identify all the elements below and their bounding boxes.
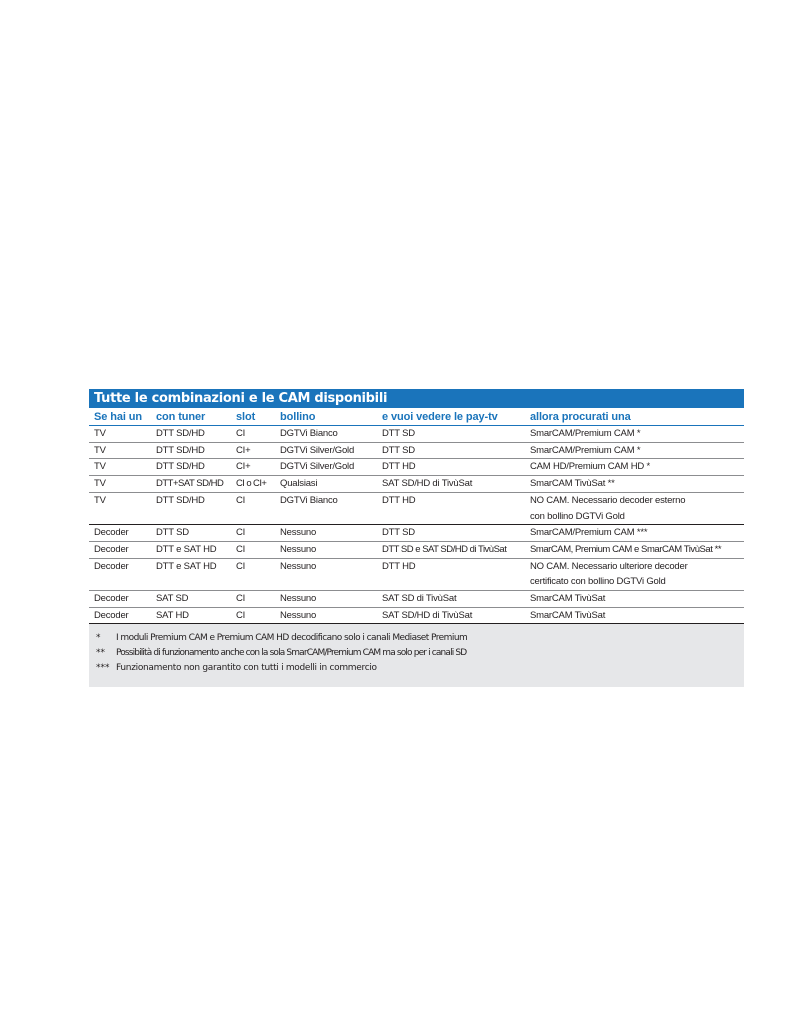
cell-slot: CI+ — [236, 444, 251, 456]
cell-cam — [525, 541, 744, 558]
footnote-text: Possibilità di funzionamento anche con la sola SmarCAM/Premium CAM ma solo per i canali SD — [116, 648, 467, 659]
cell-bollino: Nessuno — [280, 560, 317, 572]
cell-tuner: DTT SD/HD — [156, 461, 205, 473]
table-row — [89, 426, 744, 443]
cell-cam — [525, 459, 744, 476]
cam-line: certificato con bollino DGTVi Gold — [530, 576, 666, 588]
footnote-text: Funzionamento non garantito con tutti i modelli in commercio — [116, 663, 377, 674]
cell-slot: CI — [236, 609, 246, 621]
header-slot: slot — [231, 408, 275, 426]
cell-slot: CI — [236, 494, 246, 506]
cam-line: NO CAM. Necessario decoder esterno — [530, 494, 686, 506]
cell-cam — [525, 442, 744, 459]
header-cam: allora procurati una — [525, 408, 744, 426]
cell-bollino: Nessuno — [280, 593, 317, 605]
cell-tuner: SAT SD — [156, 593, 189, 605]
cell-paytv: SAT SD di TivùSat — [382, 593, 457, 605]
cam-line: con bollino DGTVi Gold — [530, 510, 625, 522]
cell-cam — [525, 558, 744, 590]
cell-slot: CI — [236, 560, 246, 572]
cam-combinations-panel — [89, 389, 744, 687]
cell-device: TV — [94, 461, 106, 473]
cam-line: NO CAM. Necessario ulteriore decoder — [530, 560, 688, 572]
header-bollino: bollino — [275, 408, 377, 426]
cell-slot: CI — [236, 428, 246, 439]
header-device: Se hai un — [89, 408, 151, 426]
cell-bollino: Nessuno — [280, 609, 317, 621]
cell-slot: CI+ — [236, 461, 251, 473]
cell-device: Decoder — [94, 560, 129, 572]
cell-bollino: DGTVi Bianco — [280, 428, 338, 439]
cell-tuner: DTT SD/HD — [156, 494, 205, 506]
cell-device: Decoder — [94, 527, 129, 539]
header-row — [89, 408, 744, 426]
cell-bollino: Nessuno — [280, 527, 317, 539]
table-row — [89, 459, 744, 476]
cell-bollino: DGTVi Silver/Gold — [280, 461, 355, 473]
cell-paytv: DTT SD e SAT SD/HD di TivùSat — [382, 543, 507, 555]
footnotes — [89, 624, 744, 676]
cell-device: TV — [94, 444, 106, 456]
cell-device: TV — [94, 428, 106, 439]
cam-line: SmarCAM/Premium CAM *** — [530, 527, 648, 539]
cell-cam — [525, 426, 744, 443]
table-row — [89, 442, 744, 459]
cam-line: SmarCAM TivùSat ** — [530, 478, 615, 490]
footnote — [96, 646, 744, 661]
cell-bollino: Qualsiasi — [280, 478, 318, 490]
cell-cam — [525, 492, 744, 524]
table-row — [89, 476, 744, 493]
cell-paytv: SAT SD/HD di TivùSat — [382, 609, 473, 621]
cell-bollino: DGTVi Bianco — [280, 494, 338, 506]
cam-line: SmarCAM/Premium CAM * — [530, 428, 641, 439]
cell-slot: CI o CI+ — [236, 478, 267, 490]
table-row — [89, 591, 744, 608]
cell-device: Decoder — [94, 593, 129, 605]
cell-cam — [525, 607, 744, 624]
header-tuner: con tuner — [151, 408, 231, 426]
cell-device: TV — [94, 478, 106, 490]
cell-paytv: DTT HD — [382, 461, 416, 473]
footnote-marker: *** — [96, 663, 110, 674]
cell-slot: CI — [236, 593, 246, 605]
cell-paytv: DTT SD — [382, 527, 415, 539]
cell-device: Decoder — [94, 609, 129, 621]
cell-tuner: DTT SD — [156, 527, 189, 539]
table-row — [89, 558, 744, 590]
cell-cam — [525, 591, 744, 608]
cam-line: SmarCAM, Premium CAM e SmarCAM TivùSat ** — [530, 543, 722, 555]
footnote-text: I moduli Premium CAM e Premium CAM HD decodificano solo i canali Mediaset Premium — [116, 633, 468, 644]
footnote-marker: ** — [96, 648, 105, 659]
table-row — [89, 492, 744, 524]
cell-tuner: DTT SD/HD — [156, 444, 205, 456]
footnote-marker: * — [96, 633, 101, 644]
cell-bollino: Nessuno — [280, 543, 317, 555]
footnote — [96, 661, 744, 676]
cell-device: Decoder — [94, 543, 129, 555]
cell-paytv: DTT HD — [382, 494, 416, 506]
cam-line: SmarCAM TivùSat — [530, 593, 606, 605]
cam-line: SmarCAM TivùSat — [530, 609, 606, 621]
cell-device: TV — [94, 494, 106, 506]
cam-line: CAM HD/Premium CAM HD * — [530, 461, 650, 473]
cell-paytv: DTT HD — [382, 560, 416, 572]
cell-tuner: DTT e SAT HD — [156, 543, 217, 555]
table-row — [89, 607, 744, 624]
cell-paytv: DTT SD — [382, 428, 415, 439]
table-row — [89, 541, 744, 558]
footnote — [96, 631, 744, 646]
cam-table — [89, 408, 744, 624]
cell-slot: CI — [236, 527, 246, 539]
cell-cam — [525, 476, 744, 493]
cell-paytv: SAT SD/HD di TivùSat — [382, 478, 473, 490]
cell-slot: CI — [236, 543, 246, 555]
cell-cam — [525, 525, 744, 542]
cell-tuner: DTT+SAT SD/HD — [156, 478, 224, 490]
table-title: Tutte le combinazioni e le CAM disponibili — [89, 389, 744, 408]
cell-tuner: DTT e SAT HD — [156, 560, 217, 572]
cell-tuner: SAT HD — [156, 609, 189, 621]
cam-line: SmarCAM/Premium CAM * — [530, 444, 641, 456]
header-paytv: e vuoi vedere le pay-tv — [377, 408, 525, 426]
cell-paytv: DTT SD — [382, 444, 415, 456]
cell-tuner: DTT SD/HD — [156, 428, 205, 439]
cell-bollino: DGTVi Silver/Gold — [280, 444, 355, 456]
table-row — [89, 525, 744, 542]
